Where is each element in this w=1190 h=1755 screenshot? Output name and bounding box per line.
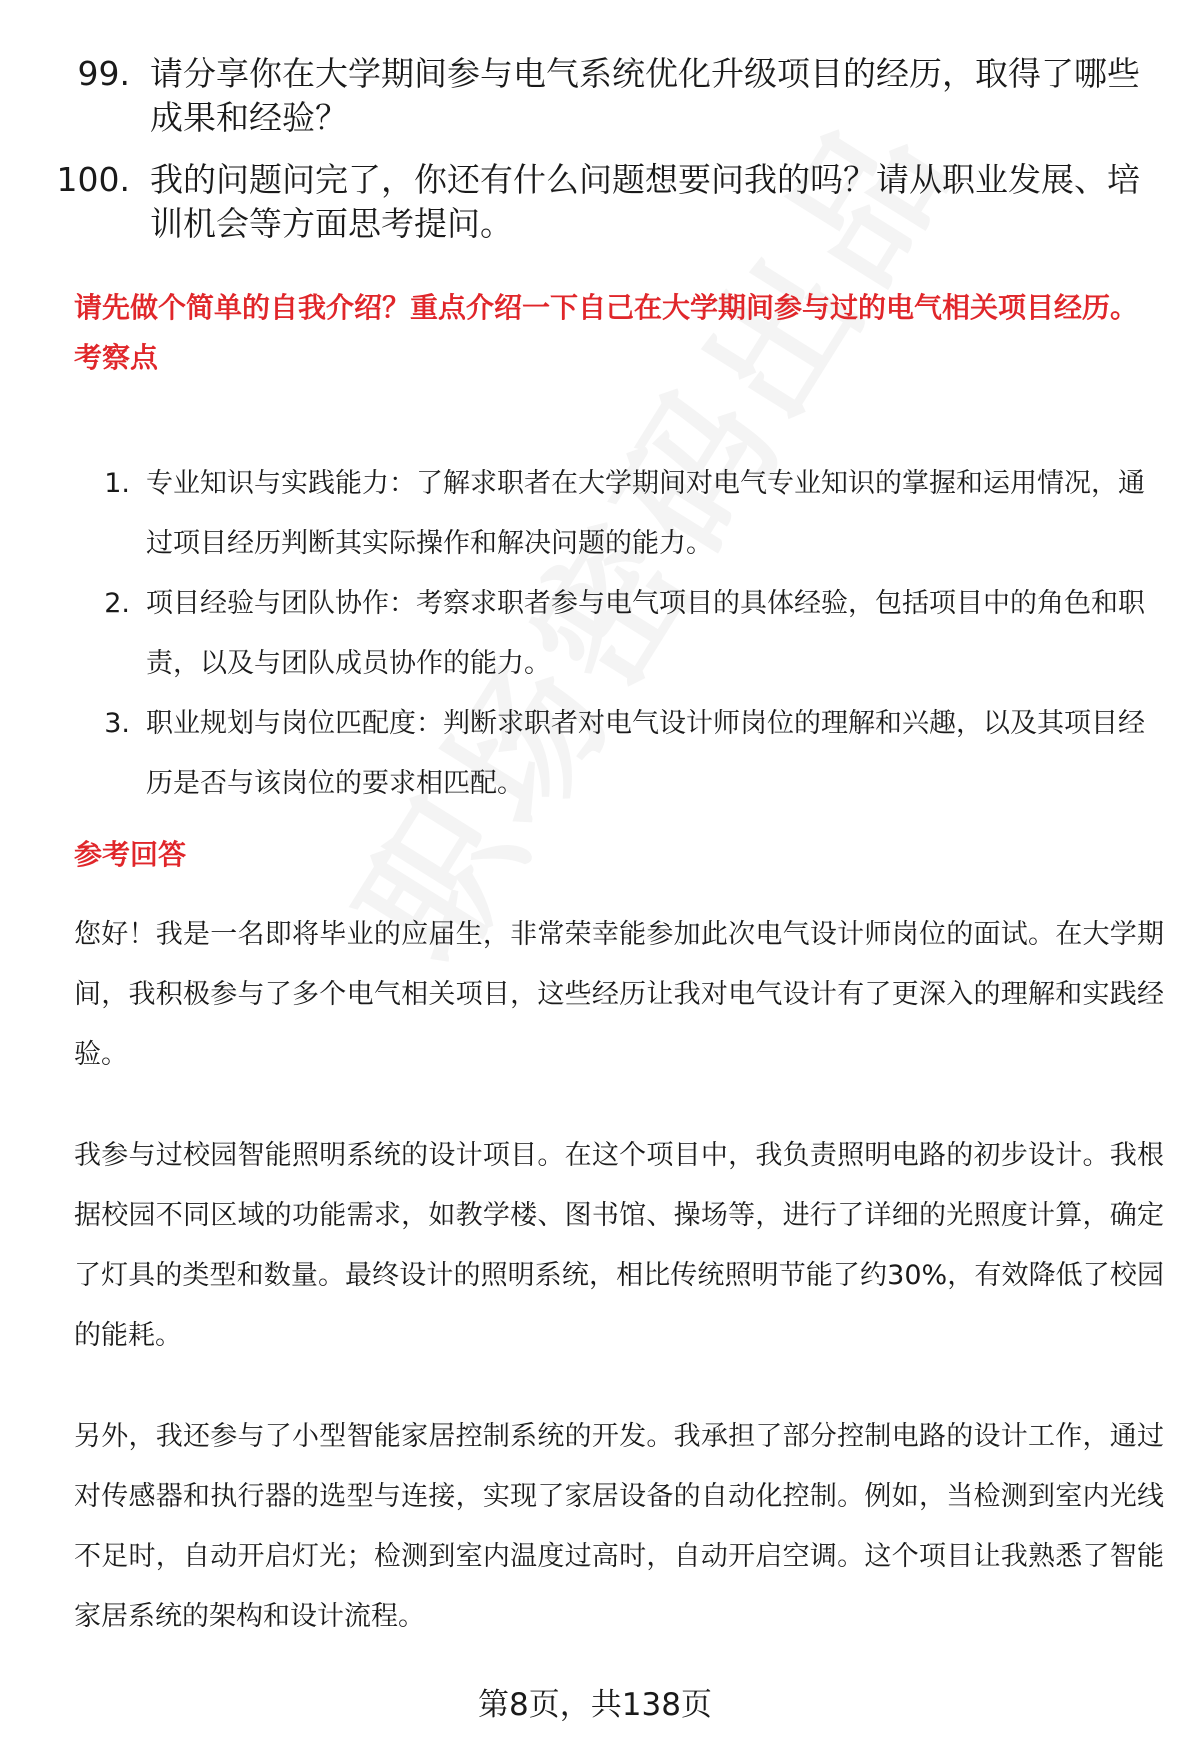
question-number: 99.	[77, 54, 130, 93]
current-question-title: 请先做个简单的自我介绍？重点介绍一下自己在大学期间参与过的电气相关项目经历。	[74, 291, 1139, 324]
page-footer: 第8页，共138页	[478, 1687, 712, 1723]
question-item	[30, 158, 1165, 246]
key-point-text: 项目经验与团队协作：考察求职者参与电气项目的具体经验，包括项目中的角色和职责，以及与团队成员协作的能力。	[146, 588, 1145, 679]
answer-paragraph: 您好！我是一名即将毕业的应届生，非常荣幸能参加此次电气设计师岗位的面试。在大学期间，我积极参与了多个电气相关项目，这些经历让我对电气设计有了更深入的理解和实践经验。	[74, 919, 1164, 1070]
question-number: 100.	[56, 160, 130, 199]
key-point-number: 3.	[104, 708, 130, 739]
key-point-number: 2.	[104, 588, 130, 619]
key-point-item	[74, 694, 1164, 814]
key-point-text: 职业规划与岗位匹配度：判断求职者对电气设计师岗位的理解和兴趣，以及其项目经历是否与该岗位的要求相匹配。	[146, 708, 1145, 799]
question-list	[30, 52, 1165, 264]
key-point-number: 1.	[104, 468, 130, 499]
question-text: 我的问题问完了，你还有什么问题想要问我的吗？请从职业发展、培训机会等方面思考提问。	[150, 160, 1140, 243]
answer-paragraph: 另外，我还参与了小型智能家居控制系统的开发。我承担了部分控制电路的设计工作，通过对传感器和执行器的选型与连接，实现了家居设备的自动化控制。例如，当检测到室内光线不足时，自动开启灯光；检测到室内温度过高时，自动开启空调。这个项目让我熟悉了智能家居系统的架构和设计流程。	[74, 1421, 1164, 1632]
question-item	[30, 52, 1165, 140]
key-point-item	[74, 454, 1164, 574]
key-point-text: 专业知识与实践能力：了解求职者在大学期间对电气专业知识的掌握和运用情况，通过项目经历判断其实际操作和解决问题的能力。	[146, 468, 1145, 559]
question-text: 请分享你在大学期间参与电气系统优化升级项目的经历，取得了哪些成果和经验？	[150, 54, 1140, 137]
key-points-heading: 考察点	[74, 341, 159, 374]
answer-paragraph: 我参与过校园智能照明系统的设计项目。在这个项目中，我负责照明电路的初步设计。我根据校园不同区域的功能需求，如教学楼、图书馆、操场等，进行了详细的光照度计算，确定了灯具的类型和数量。最终设计的照明系统，相比传统照明节能了约30%，有效降低了校园的能耗。	[74, 1140, 1164, 1351]
key-points-list	[74, 454, 1164, 814]
answer-body	[74, 905, 1164, 1688]
key-point-item	[74, 574, 1164, 694]
answer-heading: 参考回答	[74, 838, 187, 871]
